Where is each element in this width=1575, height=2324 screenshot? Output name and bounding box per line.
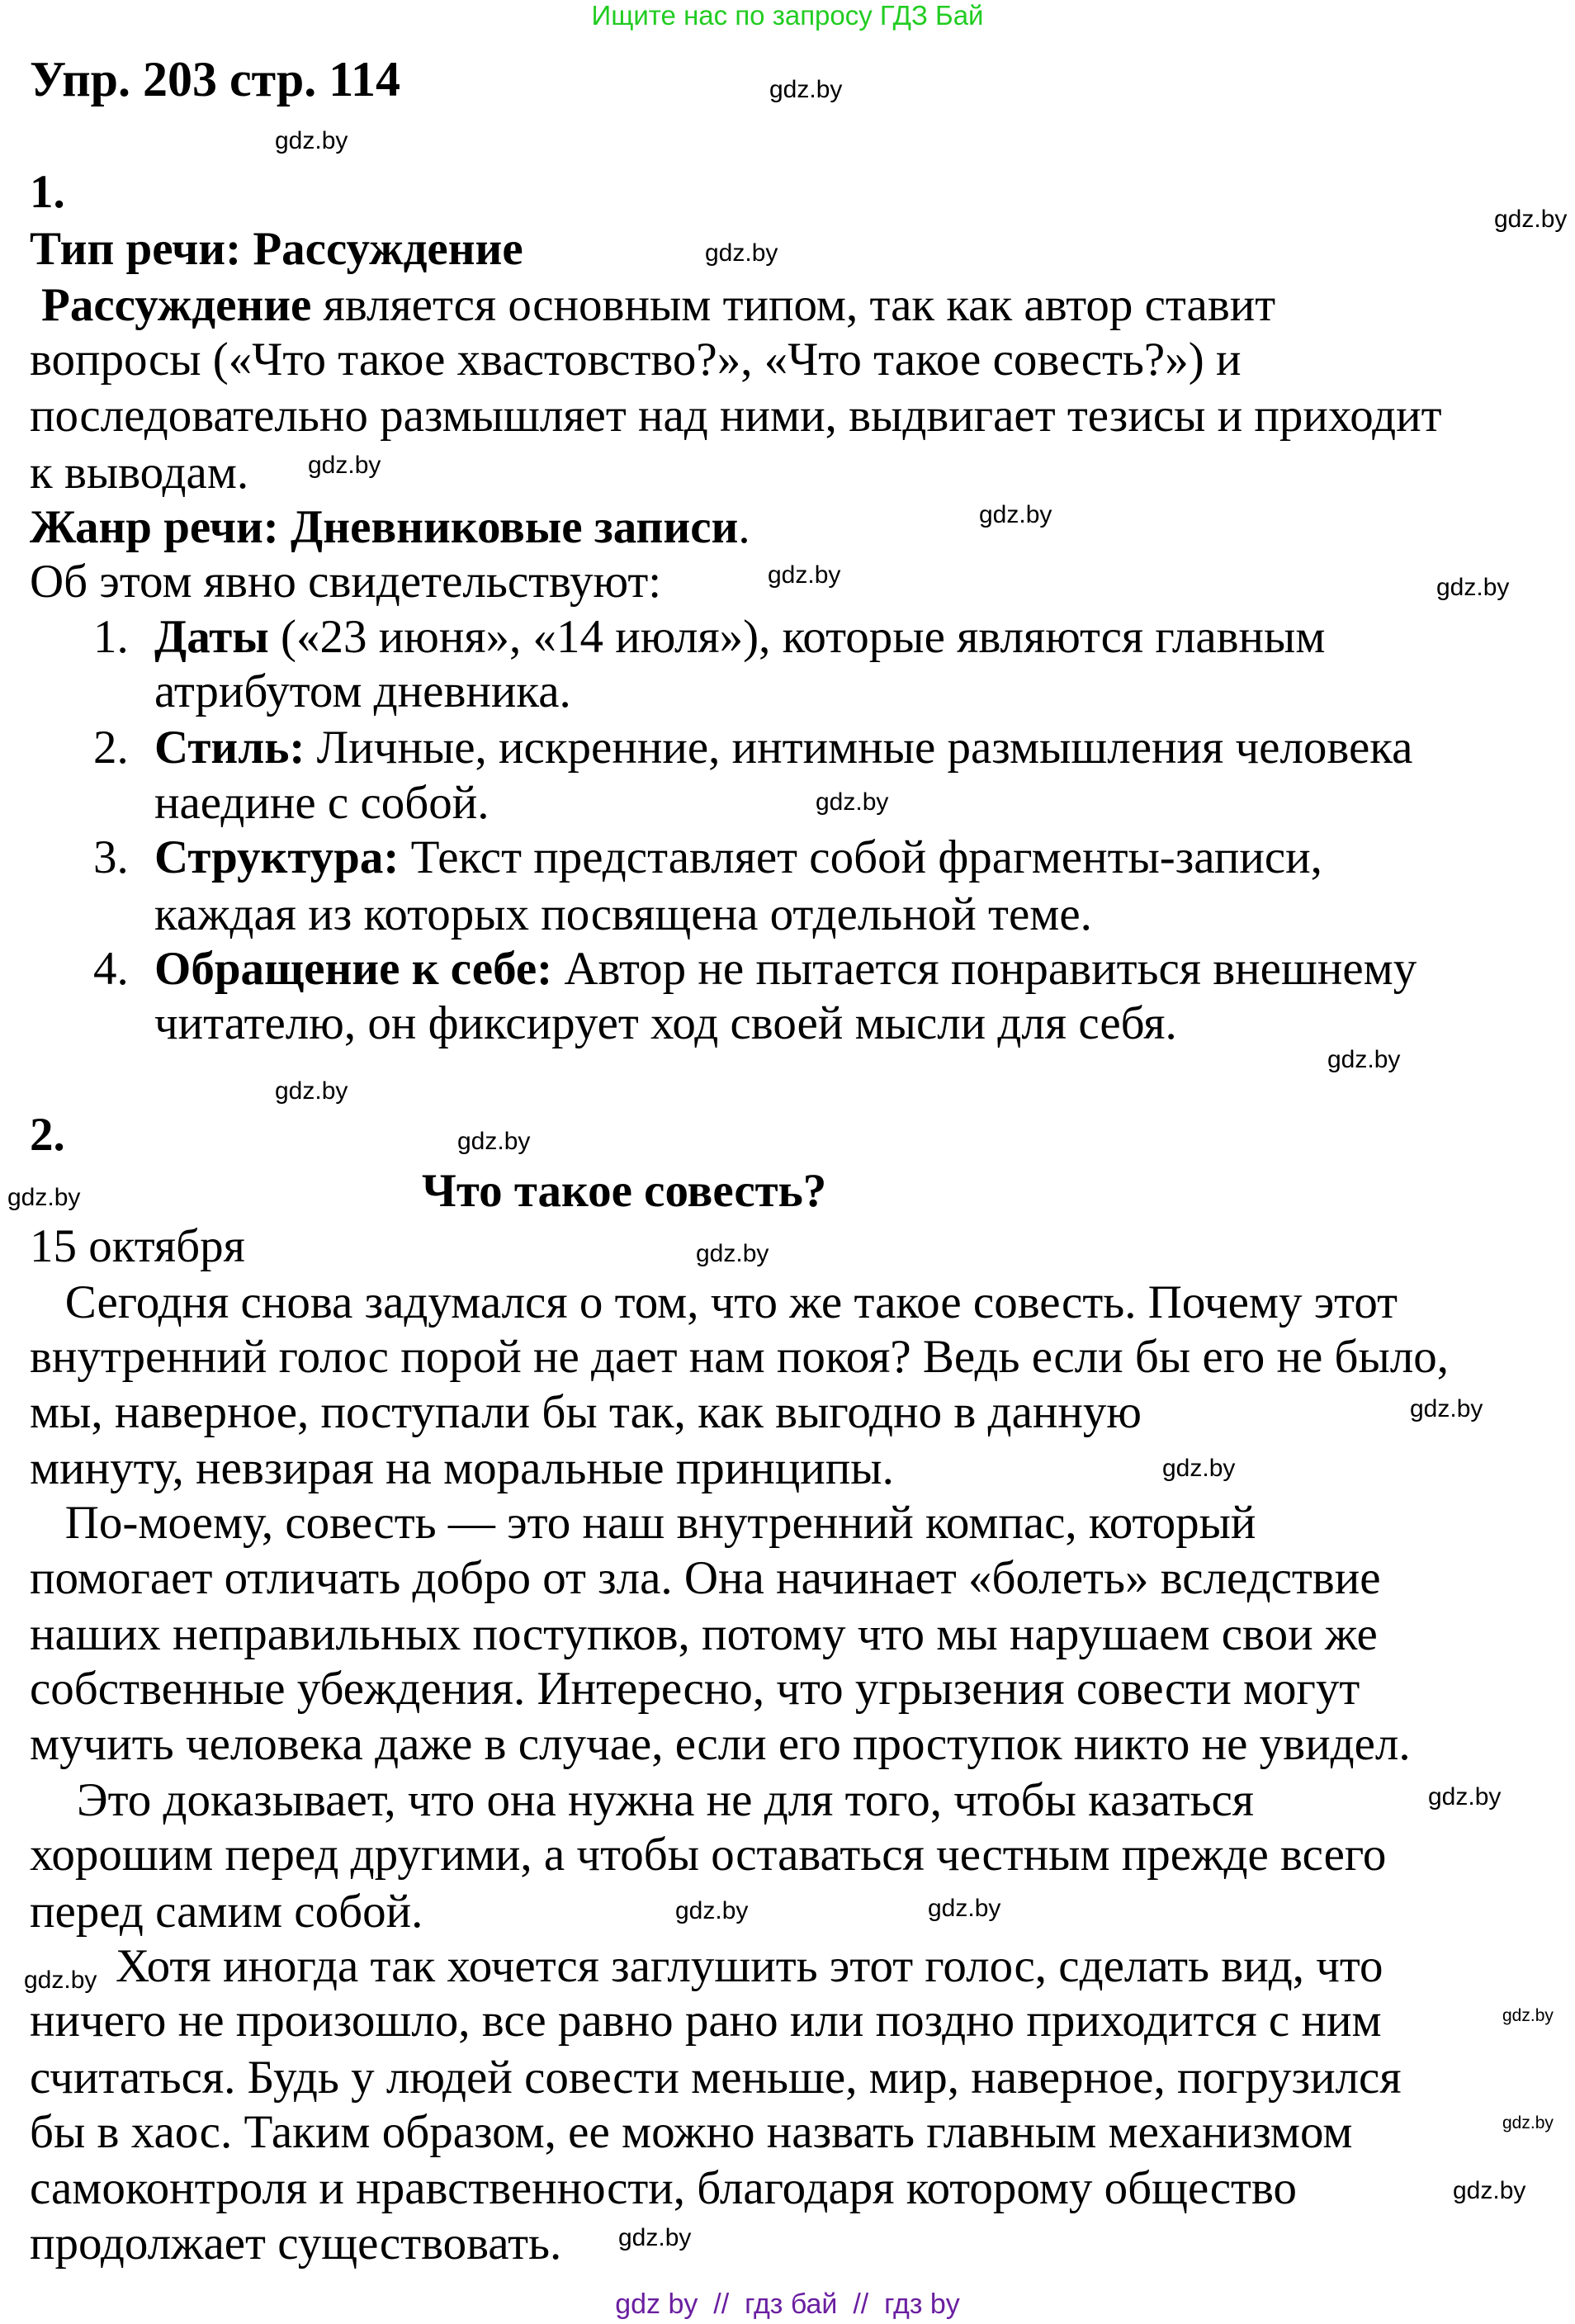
watermark: gdz.by [7,1184,81,1211]
list-item-number: 4. [93,943,129,995]
essay-line: хорошим перед другими, а чтобы оставаться честным прежде всего [30,1829,1387,1881]
essay-line: мы, наверное, поступали бы так, как выгодно в данную [30,1386,1142,1438]
watermark: gdz.by [24,1967,97,1994]
watermark: gdz.by [768,561,841,589]
essay-line: самоконтроля и нравственности, благодаря которому общество [30,2162,1297,2214]
essay-line: перед самим собой. [30,1886,423,1938]
list-item [154,941,1417,997]
watermark: gdz.by [816,788,889,816]
list-item-text: читателю, он фиксирует ход своей мысли для себя. [154,997,1177,1049]
list-item-number: 3. [93,831,129,883]
watermark: gdz.by [1162,1455,1236,1482]
essay-line: Это доказывает, что она нужна не для того, чтобы казаться [30,1774,1255,1826]
type-paragraph-line [41,277,1275,334]
watermark: gdz.by [1502,2006,1554,2025]
list-item [154,609,1325,665]
list-item-text: каждая из которых посвящена отдельной теме. [154,888,1092,940]
essay-line: собственные убеждения. Интересно, что угрызения совести могут [30,1663,1360,1715]
essay-line: бы в хаос. Таким образом, ее можно назвать главным механизмом [30,2106,1353,2158]
list-item-label: Стиль: [154,722,305,774]
watermark: gdz.by [618,2224,692,2251]
essay-line: продолжает существовать. [30,2218,562,2270]
list-item-label: Структура: [154,831,400,883]
type-bold-term: Рассуждение [41,279,312,331]
list-item-text: Текст представляет собой фрагменты-записи, [399,831,1322,883]
footer-links[interactable]: gdz by // гдз бай // гдз by [615,2289,960,2320]
essay-line: минуту, невзирая на моральные принципы. [30,1442,894,1494]
watermark: gdz.by [705,239,778,267]
page-title: Упр. 203 стр. 114 [30,52,400,106]
watermark: gdz.by [979,501,1052,528]
type-paragraph-line: последовательно размышляет над ними, выдвигает тезисы и приходит [30,390,1442,442]
list-item-label: Даты [154,611,269,663]
essay-line: внутренний голос порой не дает нам покоя? Ведь если бы его не было, [30,1331,1450,1383]
speech-type-heading: Тип речи: Рассуждение [30,223,523,275]
watermark: gdz.by [1502,2113,1554,2132]
watermark: gdz.by [1436,574,1510,601]
list-item [154,720,1412,776]
essay-title: Что такое совесть? [422,1165,827,1217]
essay-line: наших неправильных поступков, потому что мы нарушаем свои же [30,1608,1378,1660]
genre-heading [30,499,750,556]
type-paragraph-line: к выводам. [30,447,249,499]
essay-line: Сегодня снова задумался о том, что же такое совесть. Почему этот [30,1276,1398,1328]
list-item-text: Личные, искренние, интимные размышления человека [305,722,1413,774]
list-item-label: Обращение к себе: [154,943,553,995]
list-item-text: атрибутом дневника. [154,665,571,717]
watermark: gdz.by [1327,1046,1401,1073]
essay-line: помогает отличать добро от зла. Она начинает «болеть» вследствие [30,1552,1381,1604]
genre-heading-text: Жанр речи: Дневниковые записи [30,501,739,553]
watermark: gdz.by [308,452,381,479]
watermark: gdz.by [1428,1783,1502,1810]
watermark: gdz.by [1410,1395,1483,1422]
text: является основным типом, так как автор ставит [311,279,1276,331]
watermark: gdz.by [928,1895,1001,1922]
evidence-intro: Об этом явно свидетельствуют: [30,556,662,608]
watermark: gdz.by [1453,2177,1526,2204]
watermark: gdz.by [457,1128,531,1155]
header-banner: Ищите нас по запросу ГДЗ Бай [591,0,984,31]
watermark: gdz.by [275,1077,348,1105]
type-paragraph-line: вопросы («Что такое хвастовство?», «Что такое совесть?») и [30,334,1242,386]
watermark: gdz.by [675,1897,749,1924]
watermark: gdz.by [275,127,348,154]
part-1-number: 1. [30,166,65,218]
essay-line: мучить человека даже в случае, если его проступок никто не увидел. [30,1718,1411,1770]
list-item-text: наедине с собой. [154,777,490,829]
list-item-text: Автор не пытается понравиться внешнему [552,943,1417,995]
list-item-number: 1. [93,611,129,663]
essay-line: считаться. Будь у людей совести меньше, мир, наверное, погрузился [30,2052,1402,2104]
list-item [154,830,1322,886]
essay-line: По-моему, совесть — это наш внутренний компас, который [30,1497,1256,1549]
essay-line: ничего не произошло, все равно рано или поздно приходится с ним [30,1995,1382,2047]
part-2-number: 2. [30,1109,65,1161]
watermark: gdz.by [769,76,843,103]
genre-dot: . [738,501,750,553]
list-item-number: 2. [93,722,129,774]
watermark: gdz.by [1494,206,1568,233]
list-item-text: («23 июня», «14 июля»), которые являются главным [268,611,1326,663]
essay-line: Хотя иногда так хочется заглушить этот голос, сделать вид, что [116,1940,1383,1992]
essay-date: 15 октября [30,1220,245,1272]
watermark: gdz.by [696,1240,769,1267]
